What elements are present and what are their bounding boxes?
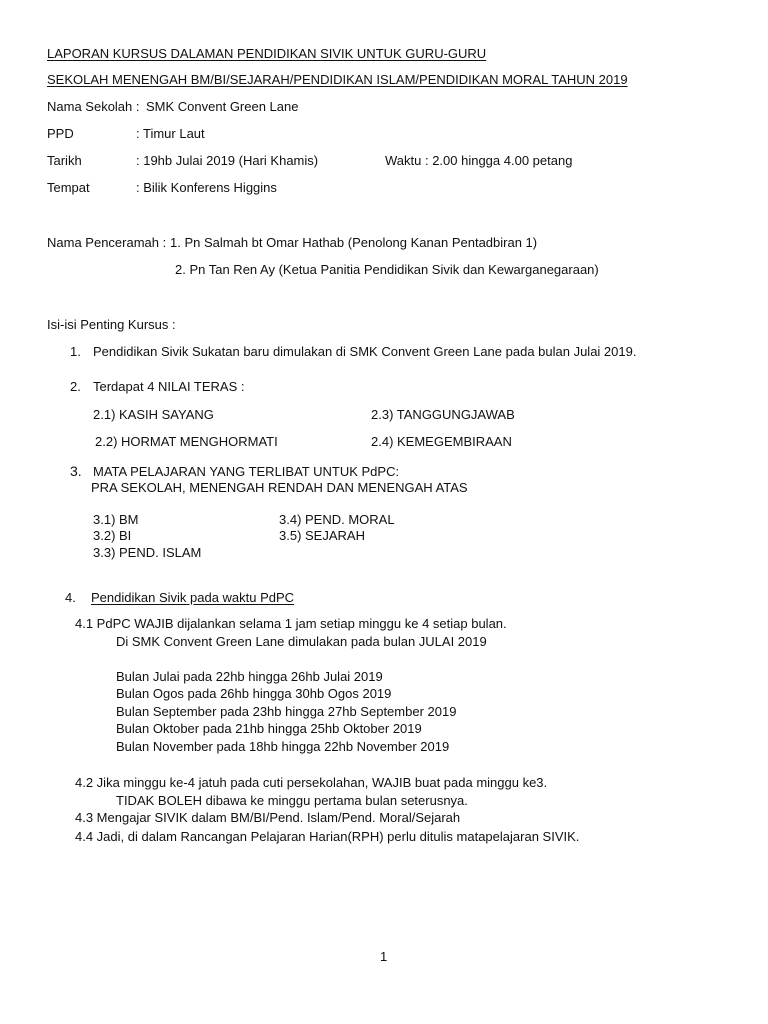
item-2-text: Terdapat 4 NILAI TERAS : — [93, 379, 245, 394]
item-4-heading: Pendidikan Sivik pada waktu PdPC — [91, 590, 295, 605]
ppd-label: PPD — [47, 126, 74, 141]
value-item: 2.1) KASIH SAYANG — [93, 407, 214, 422]
month-schedule-item: Bulan November pada 18hb hingga 22hb November 2019 — [116, 739, 450, 754]
item-3-text: MATA PELAJARAN YANG TERLIBAT UNTUK PdPC: — [93, 464, 400, 479]
month-schedule-item: Bulan September pada 23hb hingga 27hb September 2019 — [116, 704, 457, 719]
value-item: 2.3) TANGGUNGJAWAB — [371, 407, 515, 422]
month-schedule-item: Bulan Julai pada 22hb hingga 26hb Julai 2019 — [116, 669, 383, 684]
item-1-number: 1. — [70, 344, 81, 359]
report-title: LAPORAN KURSUS DALAMAN PENDIDIKAN SIVIK UNTUK GURU-GURU — [47, 46, 487, 61]
venue-value: : Bilik Konferens Higgins — [136, 180, 277, 195]
item-3-text-line2: PRA SEKOLAH, MENENGAH RENDAH DAN MENENGAH ATAS — [91, 480, 468, 495]
subject-item: 3.3) PEND. ISLAM — [93, 545, 202, 560]
subject-item: 3.4) PEND. MORAL — [279, 512, 395, 527]
speaker-second: 2. Pn Tan Ren Ay (Ketua Panitia Pendidikan Sivik dan Kewarganegaraan) — [175, 262, 599, 277]
section-4-1: 4.1 PdPC WAJIB dijalankan selama 1 jam setiap minggu ke 4 setiap bulan. — [75, 616, 507, 631]
section-4-1-line2: Di SMK Convent Green Lane dimulakan pada bulan JULAI 2019 — [116, 634, 487, 649]
school-value: SMK Convent Green Lane — [146, 99, 299, 114]
date-value: : 19hb Julai 2019 (Hari Khamis) — [136, 153, 319, 168]
date-label: Tarikh — [47, 153, 82, 168]
section-4-4: 4.4 Jadi, di dalam Rancangan Pelajaran Harian(RPH) perlu ditulis matapelajaran SIVIK. — [75, 829, 580, 844]
subject-item: 3.5) SEJARAH — [279, 528, 365, 543]
item-4-number: 4. — [65, 590, 76, 605]
subject-item: 3.1) BM — [93, 512, 139, 527]
ppd-value: : Timur Laut — [136, 126, 205, 141]
content-heading: Isi-isi Penting Kursus : — [47, 317, 176, 332]
speaker-label: Nama Penceramah : — [47, 235, 167, 250]
item-2-number: 2. — [70, 379, 81, 394]
section-4-3: 4.3 Mengajar SIVIK dalam BM/BI/Pend. Islam/Pend. Moral/Sejarah — [75, 810, 461, 825]
item-1-text: Pendidikan Sivik Sukatan baru dimulakan di SMK Convent Green Lane pada bulan Julai 2019. — [93, 344, 637, 359]
section-4-2-line2: TIDAK BOLEH dibawa ke minggu pertama bulan seterusnya. — [116, 793, 468, 808]
item-3-number: 3. — [70, 463, 82, 479]
month-schedule-item: Bulan Oktober pada 21hb hingga 25hb Oktober 2019 — [116, 721, 422, 736]
value-item: 2.4) KEMEGEMBIRAAN — [371, 434, 512, 449]
report-subtitle: SEKOLAH MENENGAH BM/BI/SEJARAH/PENDIDIKAN ISLAM/PENDIDIKAN MORAL TAHUN 2019 — [47, 72, 628, 87]
value-item: 2.2) HORMAT MENGHORMATI — [95, 434, 278, 449]
section-4-2: 4.2 Jika minggu ke-4 jatuh pada cuti persekolahan, WAJIB buat pada minggu ke3. — [75, 775, 548, 790]
school-label: Nama Sekolah : — [47, 99, 140, 114]
time-value: Waktu : 2.00 hingga 4.00 petang — [385, 153, 573, 168]
page-number: 1 — [380, 949, 388, 964]
venue-label: Tempat — [47, 180, 90, 195]
subject-item: 3.2) BI — [93, 528, 132, 543]
month-schedule-item: Bulan Ogos pada 26hb hingga 30hb Ogos 2019 — [116, 686, 392, 701]
speaker-first: 1. Pn Salmah bt Omar Hathab (Penolong Kanan Pentadbiran 1) — [170, 235, 538, 250]
